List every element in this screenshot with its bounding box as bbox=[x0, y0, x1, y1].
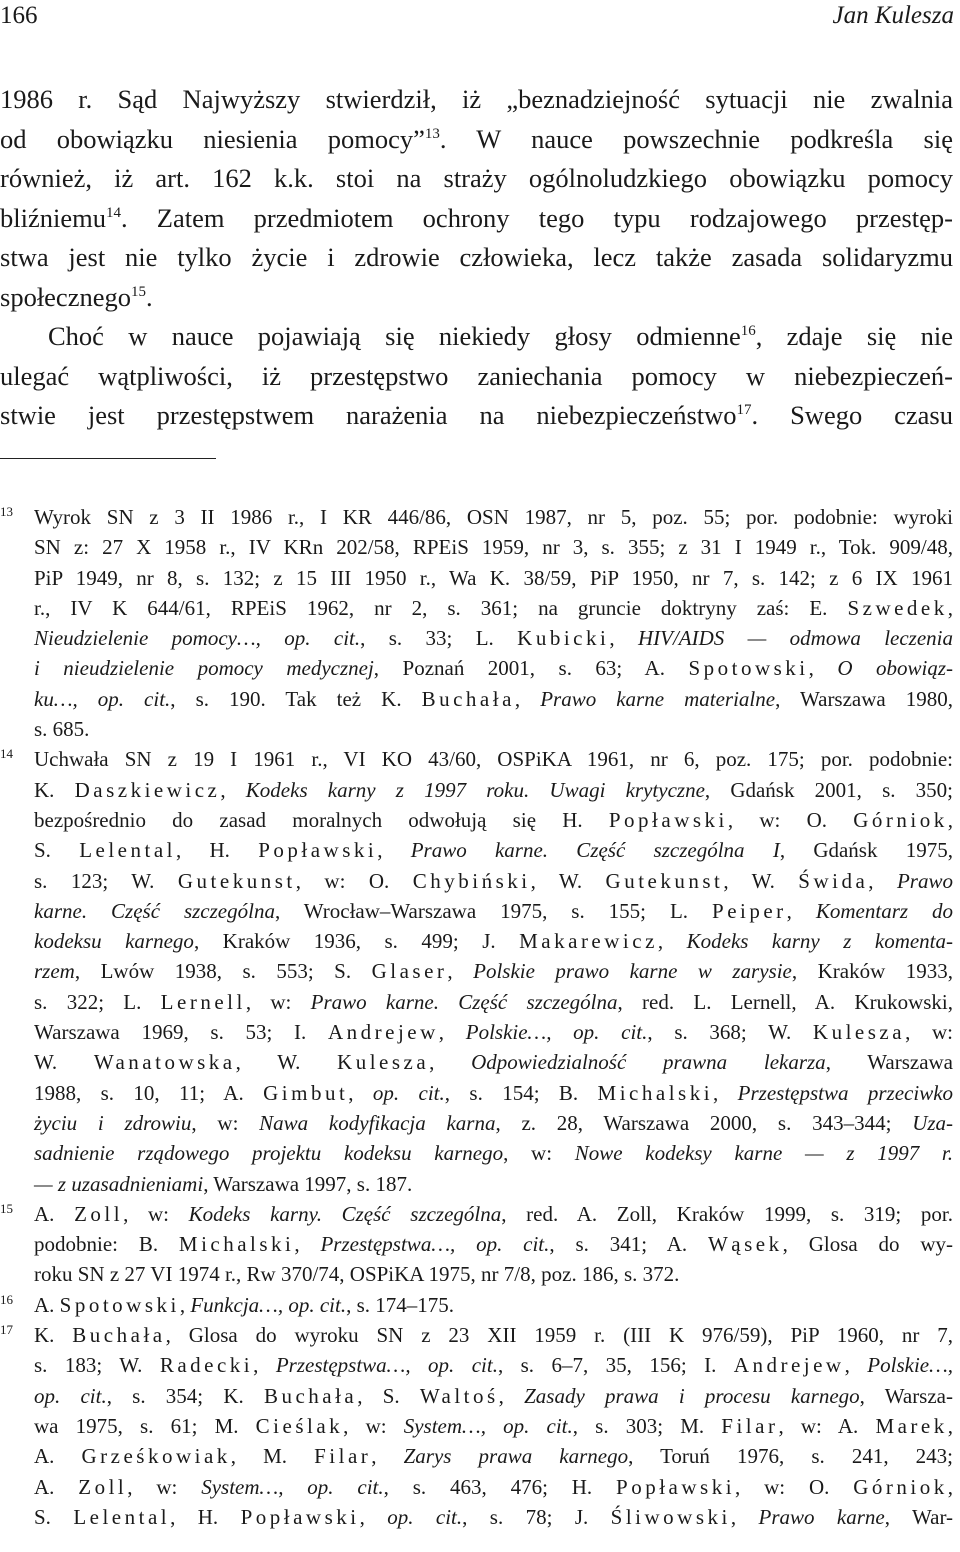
footnote-line: roku SN z 27 VI 1974 r., Rw 370/74, OSPiKA 1975, nr 7/8, poz. 186, s. 372. bbox=[34, 1262, 680, 1287]
footnote-line: s. 183; W. Radecki, Przestępstwa…, op. cit., s. 6–7, 35, 156; I. Andrejew, Polskie…, bbox=[34, 1353, 954, 1378]
footnote-line: kodeksu karnego, Kraków 1936, s. 499; J. Makarewicz, Kodeks karny z komenta- bbox=[34, 929, 954, 954]
footnote-line: sadnienie rządowego projektu kodeksu karnego, w: Nowe kodeksy karne — z 1997 r. bbox=[34, 1141, 954, 1166]
footnote-line: S. Lelental, H. Popławski, Prawo karne. Część szczególna I, Gdańsk 1975, bbox=[34, 838, 953, 863]
footnote-ref[interactable]: 17 bbox=[736, 402, 752, 418]
footnote-line: rzem, Lwów 1938, s. 553; S. Glaser, Polskie prawo karne w zarysie, Kraków 1933, bbox=[34, 959, 953, 984]
footnotes bbox=[0, 502, 953, 1532]
footnote-line: podobnie: B. Michalski, Przestępstwa…, op. cit., s. 341; A. Wąsek, Glosa do wy- bbox=[34, 1232, 953, 1257]
footnote-number: 14 bbox=[0, 746, 13, 762]
footnote-number: 17 bbox=[0, 1322, 13, 1338]
footnote-number: 13 bbox=[0, 504, 13, 519]
footnote-line: karne. Część szczególna, Wrocław–Warszawa 1975, s. 155; L. Peiper, Komentarz do bbox=[34, 898, 953, 923]
footnote-line: A. Spotowski, Funkcja…, op. cit., s. 174–175. bbox=[34, 1292, 455, 1317]
footnote-line: s. 322; L. Lernell, w: Prawo karne. Część szczególna, red. L. Lernell, A. Krukowski, bbox=[34, 989, 954, 1014]
footnote-line: r., IV K 644/61, RPEiS 1962, nr 2, s. 361; na gruncie doktryny zaś: E. Szwedek, bbox=[34, 595, 953, 620]
footnote-line: 1988, s. 10, 11; A. Gimbut, op. cit., s. 154; B. Michalski, Przestępstwa przeciwko bbox=[34, 1080, 954, 1105]
footnote-line: ku…, op. cit., s. 190. Tak też K. Buchała, Prawo karne materialne, Warszawa 1980, bbox=[34, 686, 954, 711]
footnote-17 bbox=[0, 1320, 953, 1532]
footnote-line: Uchwała SN z 19 I 1961 r., VI KO 43/60, OSPiKA 1961, nr 6, poz. 175; por. podobnie: bbox=[34, 747, 953, 772]
footnote-line: A. Grześkowiak, M. Filar, Zarys prawa karnego, Toruń 1976, s. 241, 243; bbox=[34, 1444, 953, 1469]
text-line: stwa jest nie tylko życie i zdrowie człowieka, lecz także zasada solidaryzmu bbox=[0, 242, 953, 272]
footnote-14 bbox=[0, 744, 953, 1198]
footnote-line: PiP 1949, nr 8, s. 132; z 15 III 1950 r., Wa K. 38/59, PiP 1950, nr 7, s. 142; z 6 IX 1961 bbox=[34, 565, 953, 590]
footnote-line: A. Zoll, w: System…, op. cit., s. 463, 476; H. Popławski, w: O. Górniok, bbox=[34, 1474, 953, 1499]
text-line: społecznego$^{15}$. bbox=[0, 281, 153, 312]
footnote-ref[interactable]: 15 bbox=[130, 283, 146, 300]
footnote-line: K. Buchała, Glosa do wyroku SN z 23 XII 1959 r. (III K 976/59), PiP 1960, nr 7, bbox=[34, 1323, 953, 1348]
footnote-line: życiu i zdrowiu, w: Nawa kodyfikacja karna, z. 28, Warszawa 2000, s. 343–344; Uza- bbox=[34, 1110, 954, 1135]
footnote-line: Nieudzielenie pomocy…, op. cit., s. 33; L. Kubicki, HIV/AIDS — odmowa leczenia bbox=[34, 626, 953, 651]
footnote-line: SN z: 27 X 1958 r., IV KRn 202/58, RPEiS 1959, nr 3, s. 355; z 31 I 1949 r., Tok. 909/48, bbox=[34, 535, 953, 560]
text-line: również, iż art. 162 k.k. stoi na straży ogólnoludzkiego obowiązku pomocy bbox=[0, 163, 953, 193]
footnote-ref[interactable]: 14 bbox=[105, 204, 121, 221]
footnote-number: 15 bbox=[0, 1200, 13, 1216]
footnote-separator bbox=[0, 458, 216, 459]
footnote-ref[interactable]: 16 bbox=[740, 323, 756, 339]
page-number: 166 bbox=[0, 2, 38, 29]
footnote-line: bezpośrednio do zasad moralnych odwołują się H. Popławski, w: O. Górniok, bbox=[34, 807, 953, 832]
footnote-line: Wyrok SN z 3 II 1986 r., I KR 446/86, OSN 1987, nr 5, poz. 55; por. podobnie: wyroki bbox=[34, 505, 953, 529]
text-line: stwie jest przestępstwem narażenia na niebezpieczeństwo$^{17}$. Swego czasu bbox=[0, 400, 953, 430]
text-line: ulegać wątpliwości, iż przestępstwo zaniechania pomocy w niebezpieczeń- bbox=[0, 360, 953, 391]
footnote-number: 16 bbox=[0, 1291, 13, 1307]
footnote-15 bbox=[0, 1199, 953, 1290]
text-line: bliźniemu$^{14}$. Zatem przedmiotem ochrony tego typu rodzajowego przestęp- bbox=[0, 202, 953, 233]
footnote-line: — z uzasadnieniami, Warszawa 1997, s. 187. bbox=[34, 1171, 413, 1196]
footnote-line: wa 1975, s. 61; M. Cieślak, w: System…, op. cit., s. 303; M. Filar, w: A. Marek, bbox=[34, 1413, 953, 1438]
text-line: od obowiązku niesienia pomocy”$^{13}$. W nauce powszechnie podkreśla się bbox=[0, 123, 953, 154]
text-line: Choć w nauce pojawiają się niekiedy głosy odmienne$^{16}$, zdaje się nie bbox=[48, 321, 953, 351]
text-line: 1986 r. Sąd Najwyższy stwierdził, iż „beznadziejność sytuacji nie zwalnia bbox=[0, 84, 953, 114]
footnote-13 bbox=[0, 502, 953, 744]
footnote-line: i nieudzielenie pomocy medycznej, Poznań 2001, s. 63; A. Spotowski, O obowiąz- bbox=[34, 656, 953, 681]
footnote-ref[interactable]: 13 bbox=[424, 125, 440, 142]
footnote-line: s. 685. bbox=[34, 717, 90, 742]
running-head-author: Jan Kulesza bbox=[832, 2, 954, 29]
footnote-line: A. Zoll, w: Kodeks karny. Część szczególna, red. A. Zoll, Kraków 1999, s. 319; por. bbox=[34, 1201, 953, 1226]
footnote-line: W. Wanatowska, W. Kulesza, Odpowiedzialność prawna lekarza, Warszawa bbox=[34, 1050, 954, 1075]
footnote-line: Warszawa 1969, s. 53; I. Andrejew, Polskie…, op. cit., s. 368; W. Kulesza, w: bbox=[34, 1020, 954, 1045]
running-header bbox=[0, 2, 954, 34]
main-text bbox=[0, 80, 953, 436]
footnote-line: op. cit., s. 354; K. Buchała, S. Waltoś, Zasady prawa i procesu karnego, Warsza- bbox=[34, 1383, 953, 1408]
footnote-16 bbox=[0, 1290, 953, 1320]
footnote-line: K. Daszkiewicz, Kodeks karny z 1997 roku. Uwagi krytyczne, Gdańsk 2001, s. 350; bbox=[34, 777, 953, 802]
footnote-line: S. Lelental, H. Popławski, op. cit., s. 78; J. Śliwowski, Prawo karne, War- bbox=[34, 1504, 954, 1529]
footnote-line: s. 123; W. Gutekunst, w: O. Chybiński, W. Gutekunst, W. Świda, Prawo bbox=[34, 868, 953, 893]
